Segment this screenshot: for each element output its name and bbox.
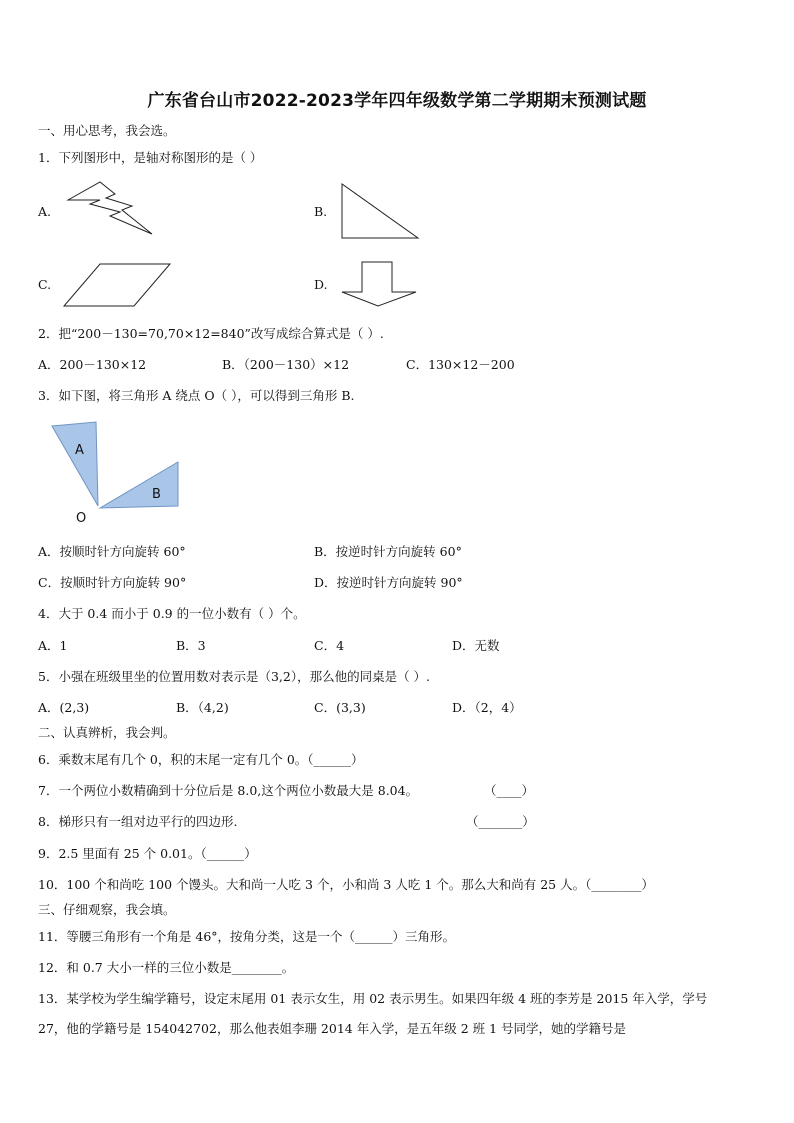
q4-option-b[interactable]: B．3 (176, 638, 206, 653)
section-2-heading: 二、认真辨析，我会判。 (38, 725, 176, 740)
question-1: 1．下列图形中，是轴对称图形的是（ ） (38, 150, 263, 165)
q2-option-b[interactable]: B．（200－130）×12 (222, 357, 350, 372)
question-10: 10．100 个和尚吃 100 个馒头。大和尚一人吃 3 个，小和尚 3 人吃 1 个。那么大和尚有 25 人。（________） (38, 877, 654, 892)
rotation-triangles-figure (50, 420, 185, 528)
triangle-b-label: B (152, 487, 161, 502)
triangle-a-label: A (75, 443, 84, 458)
q5-option-b[interactable]: B．（4,2) (176, 700, 229, 715)
q1-option-c-label[interactable]: C. (38, 277, 52, 292)
q1-option-d-label[interactable]: D. (314, 277, 328, 292)
question-13-line-2: 27，他的学籍号是 154042702，那么他表姐李珊 2014 年入学，是五年级 2 班 1 号同学，她的学籍号是 (38, 1021, 627, 1036)
question-13-line-1: 13．某学校为学生编学籍号，设定末尾用 01 表示女生，用 02 表示男生。如果四年级 4 班的李芳是 2015 年入学，学号 (38, 991, 708, 1006)
q5-option-c[interactable]: C．(3,3) (314, 700, 366, 715)
q2-option-c[interactable]: C．130×12－200 (406, 357, 515, 372)
q4-option-d[interactable]: D．无数 (452, 638, 500, 653)
question-4: 4．大于 0.4 而小于 0.9 的一位小数有（ ）个。 (38, 606, 306, 621)
question-7: 7．一个两位小数精确到十分位后是 8.0,这个两位小数最大是 8.04。 (38, 783, 419, 798)
section-3-heading: 三、仔细观察，我会填。 (38, 902, 176, 917)
point-o-label: O (76, 511, 87, 526)
parallelogram-figure (62, 262, 172, 308)
question-2: 2．把“200－130=70,70×12=840”改写成综合算式是（ ）. (38, 326, 384, 341)
q3-option-a[interactable]: A．按顺时针方向旋转 60° (38, 544, 186, 559)
q1-option-b-label[interactable]: B. (314, 204, 328, 219)
q1-option-a-label[interactable]: A. (38, 204, 52, 219)
section-1-heading: 一、用心思考，我会选。 (38, 123, 176, 138)
down-arrow-figure (340, 260, 420, 308)
q3-option-c[interactable]: C．按顺时针方向旋转 90° (38, 575, 187, 590)
q5-option-d[interactable]: D．（2，4） (452, 700, 522, 715)
q3-option-d[interactable]: D．按逆时针方向旋转 90° (314, 575, 463, 590)
question-6: 6．乘数末尾有几个 0，积的末尾一定有几个 0。（______） (38, 752, 364, 767)
lightning-shape-figure (60, 180, 160, 238)
page-title: 广东省台山市2022-2023学年四年级数学第二学期期末预测试题 (147, 91, 647, 111)
q4-option-a[interactable]: A．1 (38, 638, 68, 653)
question-11: 11．等腰三角形有一个角是 46°，按角分类，这是一个（______）三角形。 (38, 929, 456, 944)
question-5: 5．小强在班级里坐的位置用数对表示是（3,2），那么他的同桌是（ ）. (38, 669, 431, 684)
question-8: 8．梯形只有一组对边平行的四边形. (38, 814, 238, 829)
q4-option-c[interactable]: C．4 (314, 638, 345, 653)
question-8-blank[interactable]: （_______） (466, 814, 535, 829)
question-12: 12．和 0.7 大小一样的三位小数是________。 (38, 960, 295, 975)
question-3: 3．如下图，将三角形 A 绕点 O（ ），可以得到三角形 B. (38, 388, 355, 403)
q5-option-a[interactable]: A．(2,3) (38, 700, 90, 715)
right-triangle-figure (340, 182, 420, 240)
q3-option-b[interactable]: B．按逆时针方向旋转 60° (314, 544, 462, 559)
q2-option-a[interactable]: A．200－130×12 (38, 357, 147, 372)
question-7-blank[interactable]: （____） (484, 783, 535, 798)
question-9: 9．2.5 里面有 25 个 0.01。（______） (38, 846, 257, 861)
